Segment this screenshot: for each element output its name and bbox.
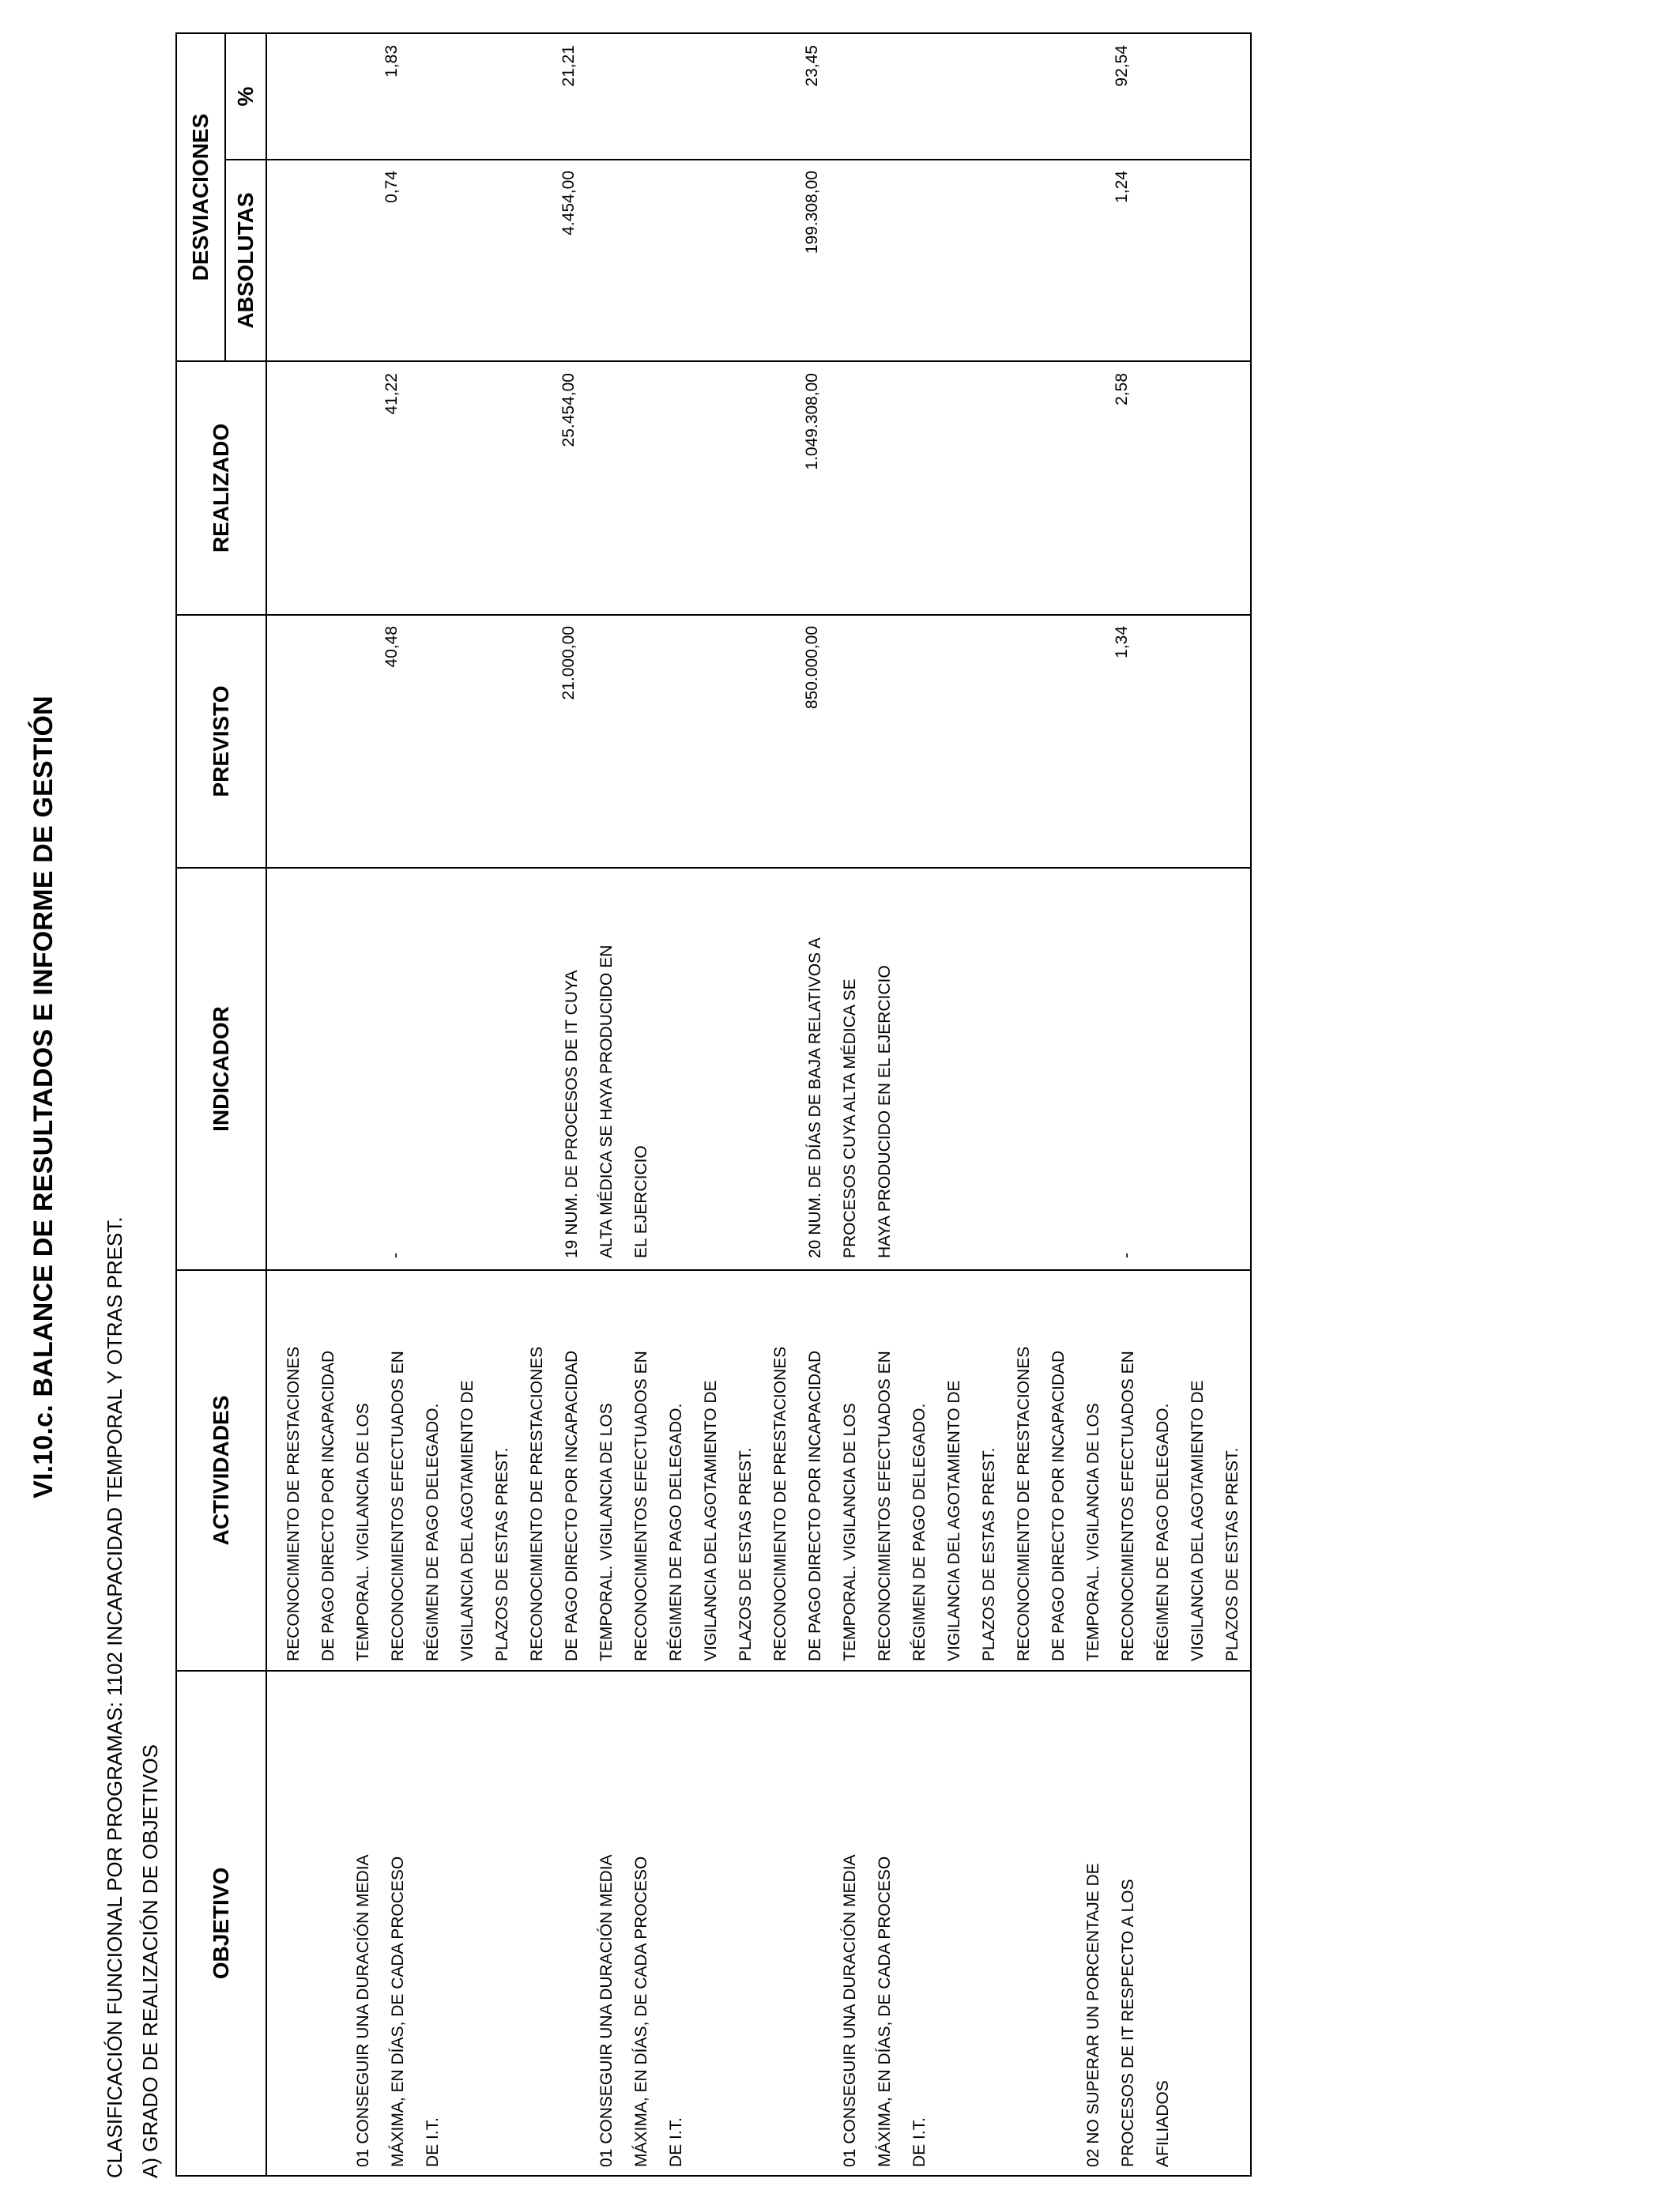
header-actividades: ACTIVIDADES <box>209 1395 233 1546</box>
realizado-cell: 1.049.308,00 <box>803 373 821 470</box>
header-desviaciones: DESVIACIONES <box>188 113 213 281</box>
section-heading: A) GRADO DE REALIZACIÓN DE OBJETIVOS <box>138 1744 162 2178</box>
absolutas-cell: 199.308,00 <box>803 171 821 254</box>
indicador-cell: - <box>386 1253 405 1258</box>
absolutas-cell: 0,74 <box>382 171 401 203</box>
objetivo-cell: 01 CONSEGUIR UNA DURACIÓN MEDIA MÁXIMA, EN DÍAS, DE CADA PROCESO DE I.T. <box>841 1854 929 2167</box>
objectives-table <box>175 32 1252 2177</box>
indicador-cell: 20 NUM. DE DÍAS DE BAJA RELATIVOS A PROCESOS CUYA ALTA MÉDICA SE HAYA PRODUCIDO EN EL EJERCICIO <box>806 937 894 1258</box>
porcentaje-cell: 23,45 <box>803 45 821 87</box>
indicador-cell: 19 NUM. DE PROCESOS DE IT CUYA ALTA MÉDICA SE HAYA PRODUCIDO EN EL EJERCICIO <box>563 944 650 1258</box>
actividades-cell: RECONOCIMIENTO DE PRESTACIONES DE PAGO DIRECTO POR INCAPACIDAD TEMPORAL. VIGILANCIA DE LOS RECONOCIMIENTOS EFECTUADOS EN RÉGIMEN DE PAGO DELEGADO. VIGILANCIA DEL AGOTAMIENTO DE PLAZOS DE ESTAS PREST. <box>528 1346 755 1661</box>
indicador-cell: - <box>1117 1253 1136 1258</box>
header-indicador: INDICADOR <box>209 1006 233 1132</box>
header-realizado: REALIZADO <box>209 423 233 553</box>
realizado-cell: 41,22 <box>382 373 401 415</box>
header-porcentaje: % <box>233 86 258 107</box>
realizado-cell: 25.454,00 <box>559 373 578 447</box>
absolutas-cell: 4.454,00 <box>559 171 578 236</box>
absolutas-cell: 1,24 <box>1113 171 1131 203</box>
porcentaje-cell: 1,83 <box>382 45 401 77</box>
previsto-cell: 850.000,00 <box>803 626 821 710</box>
objetivo-cell: 02 NO SUPERAR UN PORCENTAJE DE PROCESOS DE IT RESPECTO A LOS AFILIADOS <box>1084 1863 1172 2167</box>
header-objetivo: OBJETIVO <box>209 1867 233 1980</box>
actividades-cell: RECONOCIMIENTO DE PRESTACIONES DE PAGO DIRECTO POR INCAPACIDAD TEMPORAL. VIGILANCIA DE LOS RECONOCIMIENTOS EFECTUADOS EN RÉGIMEN DE PAGO DELEGADO. VIGILANCIA DEL AGOTAMIENTO DE PLAZOS DE ESTAS PREST. <box>284 1346 511 1661</box>
previsto-cell: 21.000,00 <box>559 626 578 700</box>
objetivo-cell: 01 CONSEGUIR UNA DURACIÓN MEDIA MÁXIMA, EN DÍAS, DE CADA PROCESO DE I.T. <box>597 1854 685 2167</box>
porcentaje-cell: 92,54 <box>1113 45 1131 87</box>
objetivo-cell: 01 CONSEGUIR UNA DURACIÓN MEDIA MÁXIMA, EN DÍAS, DE CADA PROCESO DE I.T. <box>354 1854 442 2167</box>
actividades-cell: RECONOCIMIENTO DE PRESTACIONES DE PAGO DIRECTO POR INCAPACIDAD TEMPORAL. VIGILANCIA DE LOS RECONOCIMIENTOS EFECTUADOS EN RÉGIMEN DE PAGO DELEGADO. VIGILANCIA DEL AGOTAMIENTO DE PLAZOS DE ESTAS PREST. <box>1015 1346 1241 1661</box>
actividades-cell: RECONOCIMIENTO DE PRESTACIONES DE PAGO DIRECTO POR INCAPACIDAD TEMPORAL. VIGILANCIA DE LOS RECONOCIMIENTOS EFECTUADOS EN RÉGIMEN DE PAGO DELEGADO. VIGILANCIA DEL AGOTAMIENTO DE PLAZOS DE ESTAS PREST. <box>771 1346 998 1661</box>
porcentaje-cell: 21,21 <box>559 45 578 87</box>
program-classification: CLASIFICACIÓN FUNCIONAL POR PROGRAMAS: 1102 INCAPACIDAD TEMPORAL Y OTRAS PREST. <box>103 1216 126 2178</box>
realizado-cell: 2,58 <box>1113 373 1131 405</box>
header-absolutas: ABSOLUTAS <box>233 192 258 329</box>
previsto-cell: 40,48 <box>382 626 401 668</box>
page-title: VI.10.c. BALANCE DE RESULTADOS E INFORME DE GESTIÓN <box>28 696 58 1498</box>
previsto-cell: 1,34 <box>1113 626 1131 658</box>
header-previsto: PREVISTO <box>209 685 233 797</box>
